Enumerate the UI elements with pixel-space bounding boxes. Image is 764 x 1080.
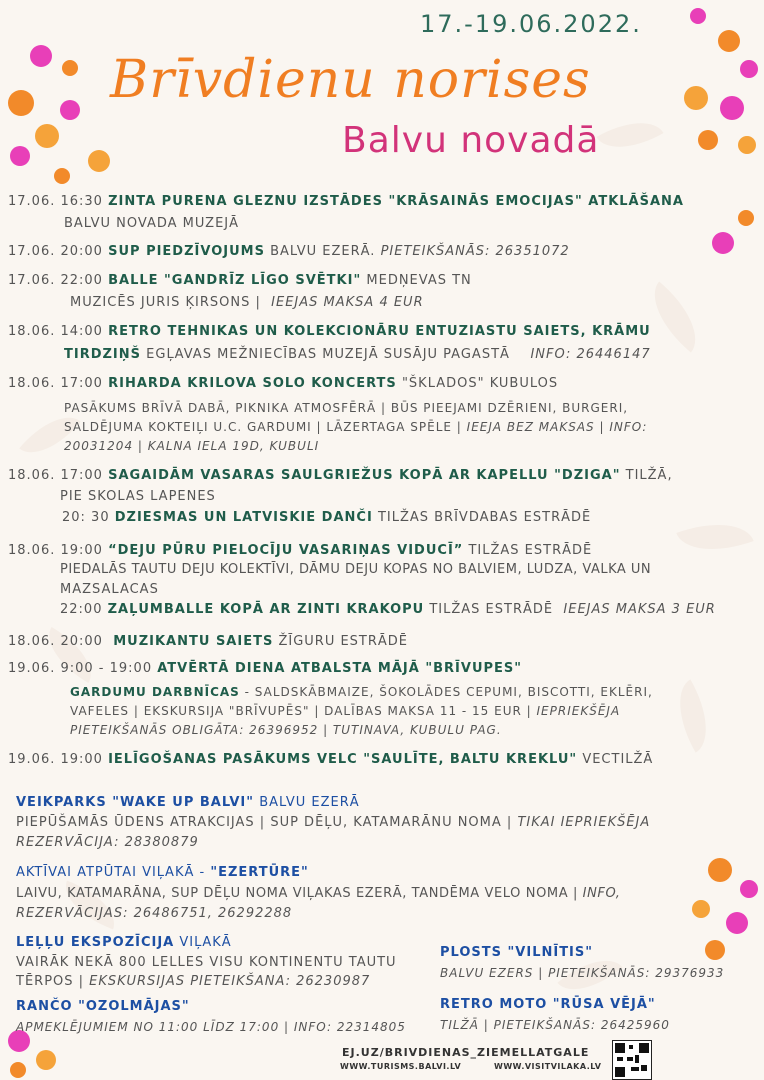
activity-place: BALVU EZERĀ [259, 795, 360, 810]
event-title: SUP PIEDZĪVOJUMS [108, 244, 265, 259]
event-place: TILŽĀ, [625, 468, 673, 483]
event-time: 18.06. 17:00 [8, 468, 103, 483]
activity-title: RETRO MOTO "RŪSA VĒJĀ" [440, 997, 656, 1012]
event-time: 18.06. 14:00 [8, 324, 103, 339]
event-detail: MAZSALACAS [60, 582, 159, 597]
footer-website[interactable]: WWW.VISITVILAKA.LV [494, 1062, 602, 1071]
event-place: BALVU NOVADA MUZEJĀ [64, 216, 240, 231]
event-info: IEEJA BEZ MAKSAS | INFO: [466, 420, 648, 434]
event-time: 20: 30 [62, 510, 110, 525]
event-time: 19.06. 9:00 - 19:00 [8, 661, 153, 676]
activity-title: LEĻĻU EKSPOZĪCIJA [16, 935, 175, 950]
event-title: RIHARDA KRILOVA SOLO KONCERTS [108, 376, 397, 391]
event-info: IEEJAS MAKSA 4 EUR [271, 295, 424, 310]
event-info: PIETEIKŠANĀS: 26351072 [380, 244, 570, 259]
page-title: Brīvdienu norises [110, 50, 591, 110]
event-place: "ŠKLADOS" KUBULOS [401, 376, 559, 391]
event-info: IEEJAS MAKSA 3 EUR [563, 602, 716, 617]
footer-link[interactable]: EJ.UZ/BRIVDIENAS_ZIEMELLATGALE [342, 1046, 590, 1059]
event-detail: VAFELES | EKSKURSIJA "BRĪVUPĒS" | DALĪBAS MAKSA 11 - 15 EUR | [70, 704, 532, 718]
event-time: 17.06. 16:30 [8, 194, 103, 209]
event-place: PIE SKOLAS LAPENES [60, 489, 216, 504]
event-detail: MUZICĒS JURIS ĶIRSONS | [70, 295, 261, 310]
qr-code-icon [612, 1040, 652, 1080]
activity-info: TILŽĀ | PIETEIKŠANĀS: 26425960 [440, 1018, 670, 1032]
event-title: ZINTA PURENA GLEZNU IZSTĀDES "KRĀSAINĀS EMOCIJAS" ATKLĀŠANA [108, 194, 684, 209]
date-range: 17.-19.06.2022. [420, 10, 642, 38]
event-detail: - SALDSKĀBMAIZE, ŠOKOLĀDES CEPUMI, BISCOTTI, EKLĒRI, [239, 685, 653, 699]
event-title: “DEJU PŪRU PIELOCĪJU VASARIŅAS VIDUCĪ” [108, 543, 464, 558]
event-time: 17.06. 20:00 [8, 244, 103, 259]
event-place: MEDŅEVAS TN [366, 273, 472, 288]
event-detail: SALDĒJUMA KOKTEIĻI U.C. GARDUMI | LĀZERTAGA SPĒLE | [64, 420, 462, 434]
activity-title: RANČO "OZOLMĀJAS" [16, 999, 190, 1014]
activity-info: BALVU EZERS | PIETEIKŠANĀS: 29376933 [440, 966, 725, 980]
activity-info: INFO, [582, 886, 621, 901]
footer-website[interactable]: WWW.TURISMS.BALVI.LV [340, 1062, 462, 1071]
event-detail-heading: GARDUMU DARBNĪCAS [70, 685, 240, 699]
activity-info: APMEKLĒJUMIEM NO 11:00 LĪDZ 17:00 | INFO: 22314805 [16, 1020, 406, 1034]
activity-title: PLOSTS "VILNĪTIS" [440, 945, 594, 960]
event-place: ŽĪGURU ESTRĀDĒ [278, 634, 409, 649]
event-place: TILŽAS ESTRĀDĒ [429, 602, 554, 617]
event-title: DZIESMAS UN LATVISKIE DANČI [114, 510, 373, 525]
event-title: IELĪGOŠANAS PASĀKUMS VELC "SAULĪTE, BALTU KREKLU" [108, 752, 578, 767]
event-place: BALVU EZERĀ. [270, 244, 376, 259]
event-place: TILŽAS ESTRĀDĒ [468, 543, 593, 558]
event-time: 19.06. 19:00 [8, 752, 103, 767]
event-title: RETRO TEHNIKAS UN KOLEKCIONĀRU ENTUZIASTU SAIETS, KRĀMU [108, 324, 651, 339]
activity-detail: VAIRĀK NEKĀ 800 LELLES VISU KONTINENTU TAUTU [16, 955, 397, 970]
activity-info: EKSKURSIJAS PIETEIKŠANA: 26230987 [89, 974, 371, 989]
event-detail: PIEDALĀS TAUTU DEJU KOLEKTĪVI, DĀMU DEJU KOPAS NO BALVIEM, LUDZA, VALKA UN [60, 562, 652, 577]
event-info: PIETEIKŠANĀS OBLIGĀTA: 26396952 | TUTINAVA, KUBULU PAG. [70, 723, 502, 737]
event-info: INFO: 26446147 [530, 347, 651, 362]
event-info: IEPRIEKŠĒJA [536, 704, 621, 718]
activity-title: VEIKPARKS "WAKE UP BALVI" [16, 795, 255, 810]
event-place: TILŽAS BRĪVDABAS ESTRĀDĒ [377, 510, 592, 525]
page-subtitle: Balvu novadā [342, 120, 600, 161]
event-place: EGĻAVAS MEŽNIECĪBAS MUZEJĀ SUSĀJU PAGASTĀ [146, 347, 510, 362]
activity-place: VIĻAKĀ [179, 935, 232, 950]
event-place: VECTILŽĀ [582, 752, 654, 767]
event-title: SAGAIDĀM VASARAS SAULGRIEŽUS KOPĀ AR KAPELLU "DZIGA" [108, 468, 621, 483]
event-detail: PASĀKUMS BRĪVĀ DABĀ, PIKNIKA ATMOSFĒRĀ | BŪS PIEEJAMI DZĒRIENI, BURGERI, [64, 401, 629, 415]
event-info: 20031204 | KALNA IELA 19D, KUBULI [64, 439, 320, 453]
activity-info: TIKAI IEPRIEKŠĒJA [517, 815, 651, 830]
event-title: ATVĒRTĀ DIENA ATBALSTA MĀJĀ "BRĪVUPES" [157, 661, 523, 676]
activity-prefix: AKTĪVAI ATPŪTAI VIĻAKĀ - [16, 865, 211, 880]
activity-info: REZERVĀCIJA: 28380879 [16, 835, 199, 850]
event-time: 18.06. 19:00 [8, 543, 103, 558]
activity-detail: PIEPŪŠAMĀS ŪDENS ATRAKCIJAS | SUP DĒĻU, KATAMARĀNU NOMA | [16, 815, 513, 830]
event-title: BALLE "GANDRĪZ LĪGO SVĒTKI" [108, 273, 362, 288]
activity-title: "EZERTŪRE" [210, 865, 309, 880]
activity-info: REZERVĀCIJAS: 26486751, 26292288 [16, 906, 293, 921]
event-time: 18.06. 20:00 [8, 634, 103, 649]
event-time: 22:00 [60, 602, 103, 617]
event-title: MUZIKANTU SAIETS [113, 634, 274, 649]
event-time: 17.06. 22:00 [8, 273, 103, 288]
event-time: 18.06. 17:00 [8, 376, 103, 391]
event-title: ZAĻUMBALLE KOPĀ AR ZINTI KRAKOPU [107, 602, 425, 617]
activity-detail: LAIVU, KATAMARĀNA, SUP DĒĻU NOMA VIĻAKAS EZERĀ, TANDĒMA VELO NOMA | [16, 886, 578, 901]
activity-detail: TĒRPOS | [16, 974, 85, 989]
event-title-continued: TIRDZIŅŠ [64, 347, 142, 362]
